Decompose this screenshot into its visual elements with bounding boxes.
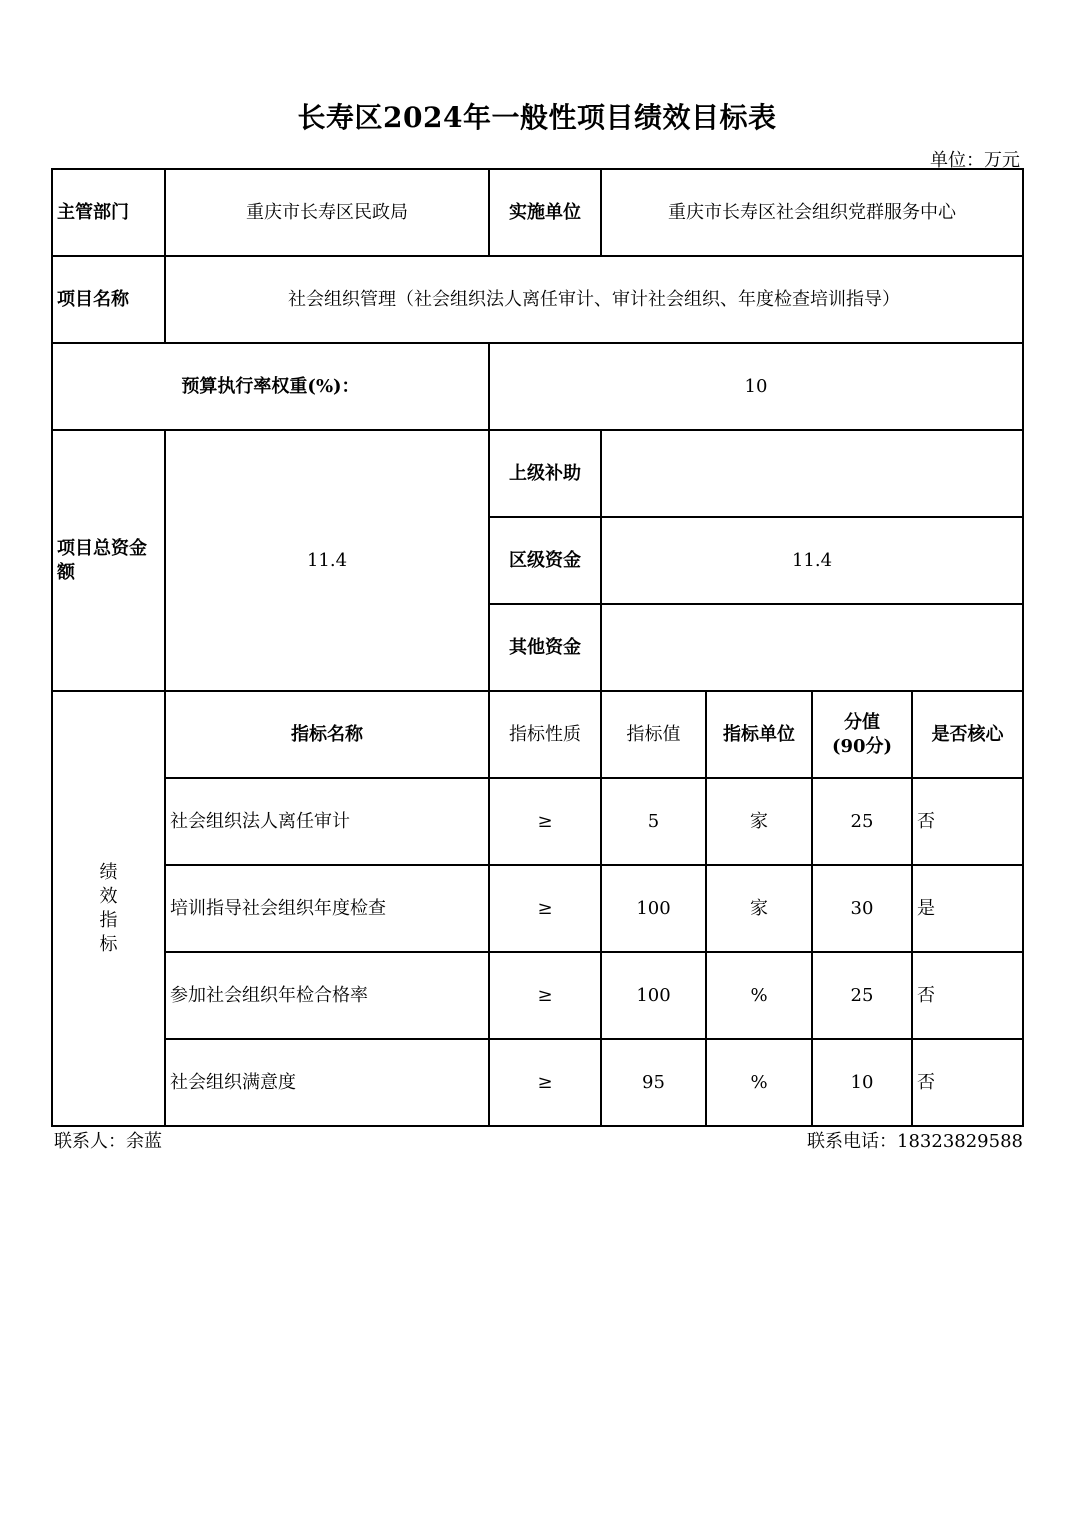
indicator-core: 否 [912,1039,1023,1126]
indicator-value: 100 [601,865,706,952]
unit-label: 单位：万元 [930,150,1020,171]
contact-phone: 联系电话：18323829588 [807,1131,1023,1152]
indicator-value: 5 [601,778,706,865]
indicator-unit: 家 [706,865,812,952]
superior-label: 上级补助 [489,430,601,517]
dept-row [52,169,1023,256]
section-char: 标 [99,933,118,955]
indicator-unit: 家 [706,778,812,865]
district-label: 区级资金 [489,517,601,604]
budget-weight-value: 10 [489,343,1023,430]
impl-value: 重庆市长寿区社会组织党群服务中心 [601,169,1023,256]
other-label: 其他资金 [489,604,601,691]
indicator-name: 参加社会组织年检合格率 [165,952,489,1039]
superior-value [601,430,1023,517]
indicator-score: 25 [812,952,912,1039]
indicator-nature: ≥ [489,865,601,952]
table-row [52,1039,1023,1126]
header-value: 指标值 [601,691,706,778]
indicator-nature: ≥ [489,952,601,1039]
project-label: 项目名称 [52,256,165,343]
table-row [52,778,1023,865]
header-score-line1: 分值 [844,711,880,733]
funds-row-superior [52,430,1023,517]
section-char: 效 [99,885,118,907]
indicator-name: 培训指导社会组织年度检查 [165,865,489,952]
page-title: 长寿区2024年一般性项目绩效目标表 [297,101,777,134]
indicator-unit: % [706,952,812,1039]
indicator-core: 否 [912,952,1023,1039]
indicator-section-label [52,691,165,1126]
header-score [812,691,912,778]
table-row [52,865,1023,952]
other-value [601,604,1023,691]
budget-weight-label: 预算执行率权重(%)： [52,343,489,430]
budget-weight-row [52,343,1023,430]
indicator-value: 95 [601,1039,706,1126]
total-funds-label: 项目总资金额 [52,430,165,691]
indicator-nature: ≥ [489,778,601,865]
indicator-value: 100 [601,952,706,1039]
dept-value: 重庆市长寿区民政局 [165,169,489,256]
district-value: 11.4 [601,517,1023,604]
project-value: 社会组织管理（社会组织法人离任审计、审计社会组织、年度检查培训指导） [165,256,1023,343]
section-char: 指 [99,909,118,931]
impl-label: 实施单位 [489,169,601,256]
table-row [52,952,1023,1039]
header-unit: 指标单位 [706,691,812,778]
performance-table [51,168,1024,1127]
header-core: 是否核心 [912,691,1023,778]
indicator-score: 25 [812,778,912,865]
indicator-score: 10 [812,1039,912,1126]
section-char: 绩 [99,861,118,883]
indicator-core: 是 [912,865,1023,952]
indicator-name: 社会组织满意度 [165,1039,489,1126]
header-score-line2: (90分) [831,735,893,757]
indicator-header-row [52,691,1023,778]
header-name: 指标名称 [165,691,489,778]
indicator-score: 30 [812,865,912,952]
indicator-name: 社会组织法人离任审计 [165,778,489,865]
header-nature: 指标性质 [489,691,601,778]
indicator-nature: ≥ [489,1039,601,1126]
project-row [52,256,1023,343]
dept-label: 主管部门 [52,169,165,256]
indicator-unit: % [706,1039,812,1126]
total-funds-value: 11.4 [165,430,489,691]
contact-person: 联系人：余蓝 [54,1131,162,1152]
indicator-core: 否 [912,778,1023,865]
